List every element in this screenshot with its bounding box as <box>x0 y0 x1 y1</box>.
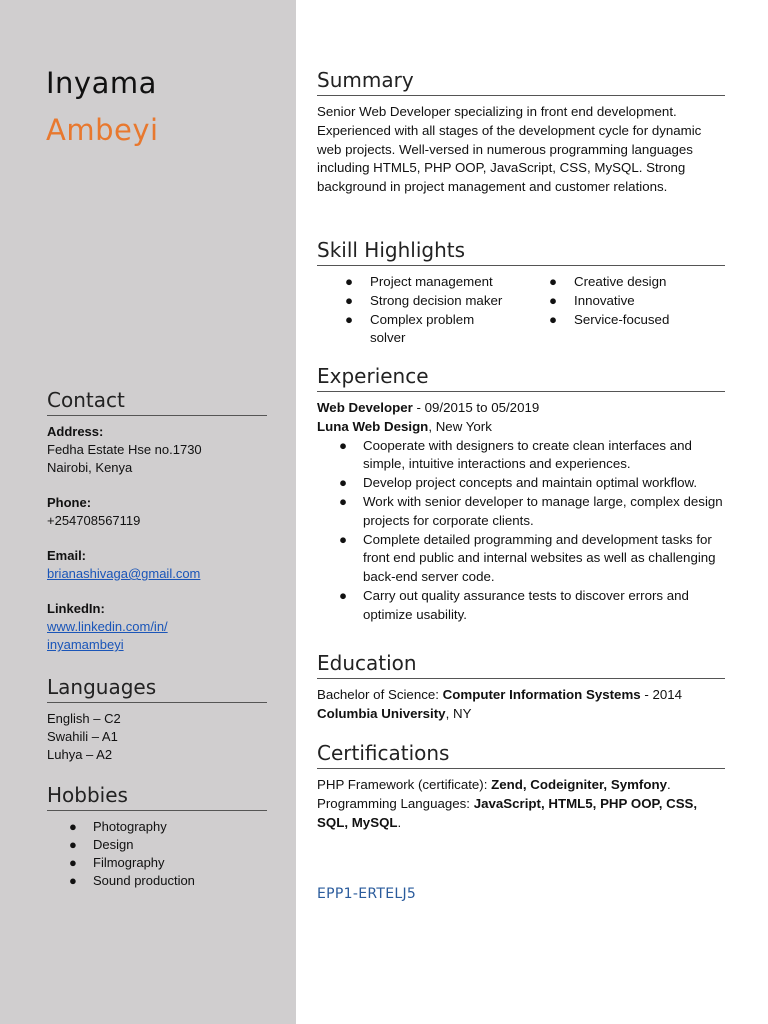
degree-major: Computer Information Systems <box>442 687 641 702</box>
skill-item <box>317 292 521 311</box>
certification-line <box>317 795 725 833</box>
experience-heading: Experience <box>317 364 725 392</box>
skills-heading: Skill Highlights <box>317 238 725 266</box>
experience-item <box>317 474 725 493</box>
skill-item <box>317 311 521 349</box>
hobby-item <box>47 818 267 836</box>
bullet-icon: ● <box>345 292 354 308</box>
email-link[interactable]: brianashivaga@gmail.com <box>47 566 201 581</box>
address-line-2: Nairobi, Kenya <box>47 460 133 475</box>
bullet-icon: ● <box>339 531 348 547</box>
bullet-icon: ● <box>69 819 77 834</box>
contact-section <box>47 388 267 654</box>
skill-label: Project management <box>370 274 493 289</box>
experience-bullets <box>317 437 725 625</box>
school-name: Columbia University <box>317 705 446 721</box>
skill-label: Innovative <box>574 292 635 308</box>
bullet-icon: ● <box>345 311 354 327</box>
bullet-icon: ● <box>339 437 348 453</box>
certification-suffix: . <box>666 777 671 792</box>
hobbies-heading: Hobbies <box>47 783 267 811</box>
bullet-icon: ● <box>339 475 348 491</box>
bullet-icon: ● <box>69 837 77 852</box>
certification-line <box>317 776 725 795</box>
phone-label: Phone: <box>47 495 92 510</box>
linkedin-link-line-1[interactable]: www.linkedin.com/in/ <box>47 619 168 634</box>
company-name: Luna Web Design <box>317 418 429 434</box>
hobby-label: Sound production <box>93 873 195 888</box>
linkedin-link[interactable] <box>47 618 267 654</box>
experience-item <box>317 587 725 625</box>
school-location: , NY <box>445 705 472 721</box>
summary-heading: Summary <box>317 68 725 96</box>
language-item: Luhya – A2 <box>47 747 113 762</box>
linkedin-label: LinkedIn: <box>47 601 105 616</box>
job-title-line <box>317 399 725 418</box>
certification-value: Zend, Codeigniter, Symfony <box>491 777 667 792</box>
skill-label: Service-focused <box>574 311 670 327</box>
skill-item <box>521 311 725 330</box>
skills-columns <box>317 273 725 348</box>
experience-item <box>317 493 725 531</box>
last-name: Ambeyi <box>46 113 159 147</box>
bullet-icon: ● <box>339 587 348 603</box>
skills-column-right <box>521 273 725 348</box>
hobby-label: Design <box>93 837 134 852</box>
education-section <box>317 651 725 724</box>
hobby-item <box>47 854 267 872</box>
bullet-icon: ● <box>339 493 348 509</box>
skill-label: Complex problem solver <box>370 311 475 346</box>
address-label: Address: <box>47 424 104 439</box>
hobby-label: Photography <box>93 819 167 834</box>
skill-label: Strong decision maker <box>370 292 503 308</box>
experience-item <box>317 531 725 587</box>
languages-heading: Languages <box>47 675 267 703</box>
education-heading: Education <box>317 651 725 679</box>
bullet-icon: ● <box>549 274 558 289</box>
skills-section <box>317 238 725 348</box>
bullet-icon: ● <box>345 274 354 289</box>
hobbies-section <box>47 783 267 890</box>
skills-column-left <box>317 273 521 348</box>
hobby-item <box>47 872 267 890</box>
summary-text: Senior Web Developer specializing in front end development. Experienced with all stages of the development cycle for dynamic web projects. Well-versed in numerous programming languages including HTML5, PHP OOP, JavaScript, CSS, MySQL. Strong background in project management and customer relations. <box>317 104 702 195</box>
document-code: EPP1-ERTELJ5 <box>317 886 417 902</box>
certification-prefix: Programming Languages: <box>317 795 474 811</box>
certification-suffix: . <box>397 814 402 830</box>
bullet-icon: ● <box>549 292 558 308</box>
language-item: English – C2 <box>47 711 121 726</box>
experience-text: Carry out quality assurance tests to discover errors and optimize usability. <box>363 587 689 622</box>
experience-text: Work with senior developer to manage large, complex design projects for corporate clients. <box>363 493 723 528</box>
company-location: , New York <box>428 418 492 434</box>
language-item: Swahili – A1 <box>47 729 118 744</box>
skill-item <box>521 292 725 311</box>
experience-item <box>317 437 725 475</box>
address-line-1: Fedha Estate Hse no.1730 <box>47 442 202 457</box>
bullet-icon: ● <box>549 311 558 327</box>
summary-section <box>317 68 725 197</box>
certification-value: JavaScript, HTML5, PHP OOP, CSS, SQL, MySQL <box>317 795 698 830</box>
experience-section <box>317 364 725 625</box>
first-name: Inyama <box>46 66 157 100</box>
job-title: Web Developer <box>317 400 413 415</box>
experience-text: Cooperate with designers to create clean interfaces and simple, intuitive interactions and experiences. <box>363 437 692 472</box>
certifications-heading: Certifications <box>317 741 725 769</box>
contact-heading: Contact <box>47 388 267 416</box>
experience-text: Develop project concepts and maintain optimal workflow. <box>363 475 698 491</box>
languages-section <box>47 675 267 764</box>
school-line <box>317 705 725 724</box>
phone-value: +254708567119 <box>47 513 141 528</box>
company-line <box>317 418 725 437</box>
skill-item <box>521 273 725 292</box>
degree-line <box>317 686 725 705</box>
certification-prefix: PHP Framework (certificate): <box>317 777 492 792</box>
skill-label: Creative design <box>574 274 667 289</box>
email-label: Email: <box>47 548 87 563</box>
bullet-icon: ● <box>69 873 77 888</box>
experience-text: Complete detailed programming and development tasks for front end public and internal websites as well as challenging back-end server code. <box>363 531 716 585</box>
degree-year: - 2014 <box>640 687 683 702</box>
skill-item <box>317 273 521 292</box>
linkedin-link-line-2[interactable]: inyamambeyi <box>47 637 124 652</box>
degree-prefix: Bachelor of Science: <box>317 687 443 702</box>
hobbies-list <box>47 818 267 890</box>
job-dates: - 09/2015 to 05/2019 <box>412 400 540 415</box>
hobby-item <box>47 836 267 854</box>
certifications-section <box>317 741 725 832</box>
hobby-label: Filmography <box>93 855 165 870</box>
bullet-icon: ● <box>69 855 77 870</box>
